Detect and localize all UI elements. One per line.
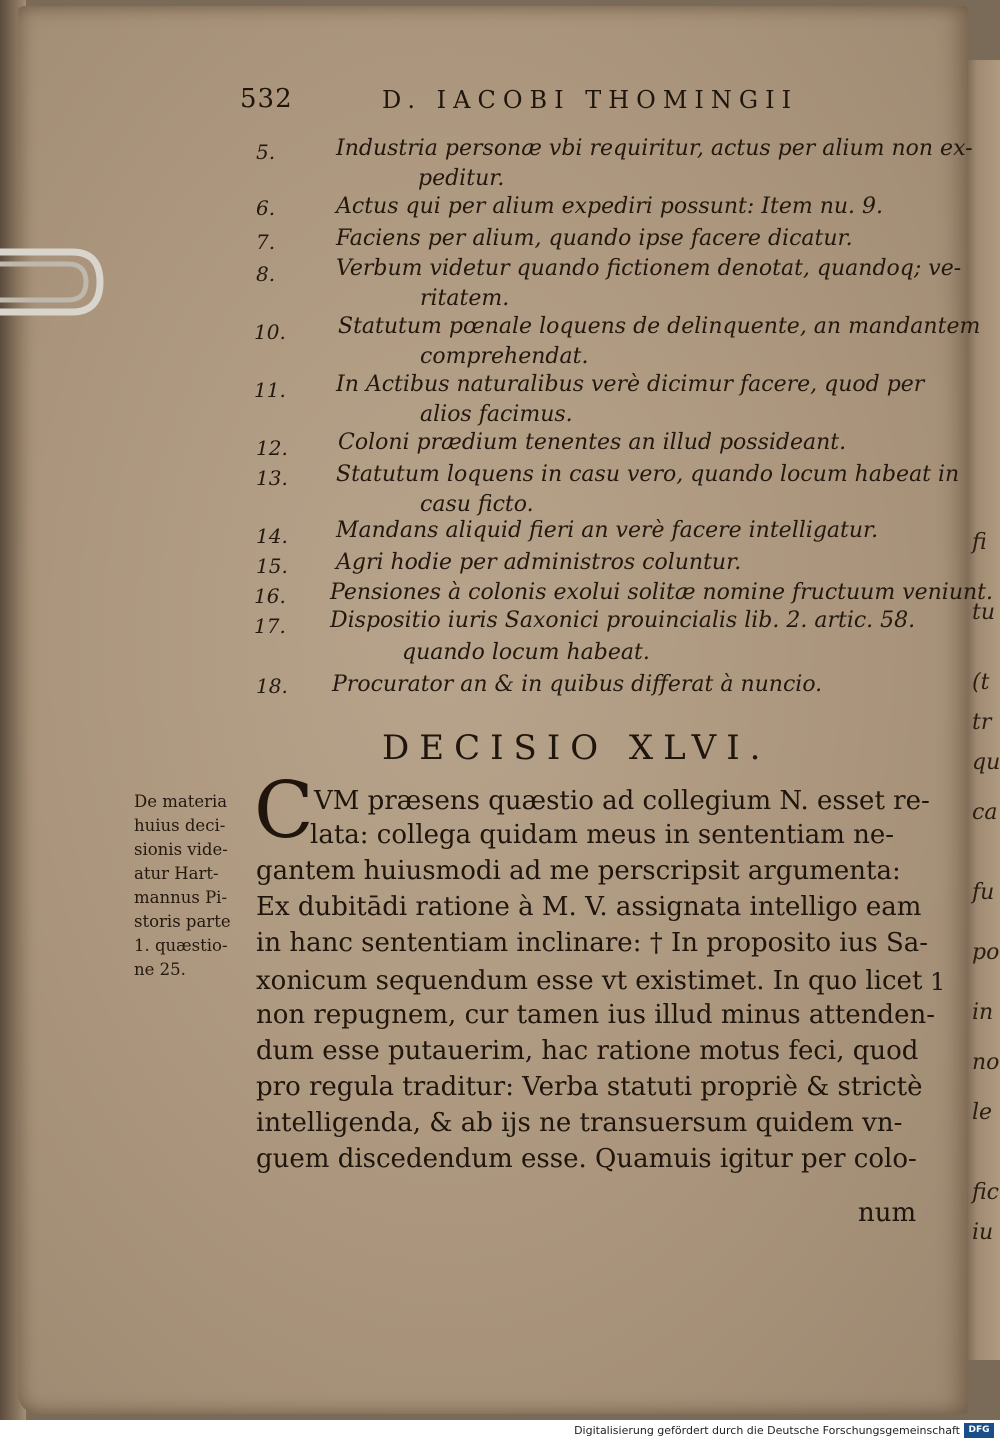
- summary-number: 10.: [254, 320, 286, 344]
- facing-page-fragment: le: [972, 1100, 993, 1125]
- summary-number: 12.: [256, 436, 288, 460]
- body-line: dum esse putauerim, hac ratione motus feci, quod: [256, 1036, 919, 1066]
- paperclip-icon: [0, 240, 110, 330]
- body-line: VM præsens quæstio ad collegium N. esset re-: [314, 786, 930, 816]
- facing-page-fragment: iu: [972, 1220, 994, 1245]
- summary-number: 8.: [256, 262, 276, 286]
- page-header: [240, 84, 840, 118]
- drop-cap: C: [254, 766, 314, 856]
- body-line: Ex dubitādi ratione à M. V. assignata intelligo eam: [256, 892, 922, 922]
- dfg-logo: DFG: [964, 1423, 994, 1438]
- summary-number: 16.: [254, 584, 286, 608]
- body-line: lata: collega quidam meus in sententiam ne-: [310, 820, 895, 850]
- body-line: intelligenda, & ab ijs ne transuersum quidem vn-: [256, 1108, 903, 1138]
- margin-note-line: storis parte: [134, 912, 231, 931]
- facing-page-fragment: ca: [972, 800, 998, 825]
- body-line: xonicum sequendum esse vt existimet. In quo licet: [256, 966, 923, 996]
- summary-line: Coloni prædium tenentes an illud possideant.: [338, 430, 847, 455]
- summary-line: Mandans aliquid fieri an verè facere intelligatur.: [336, 518, 879, 543]
- summary-number: 11.: [254, 378, 286, 402]
- summary-line: quando locum habeat.: [402, 640, 650, 665]
- summary-number: 6.: [256, 196, 276, 220]
- summary-number: 14.: [256, 524, 288, 548]
- summary-line: Faciens per alium, quando ipse facere dicatur.: [336, 226, 853, 251]
- summary-number: 13.: [256, 466, 288, 490]
- running-head: D. IACOBI THOMINGII: [382, 86, 799, 114]
- summary-line: Procurator an & in quibus differat à nuncio.: [332, 672, 823, 697]
- summary-line: comprehendat.: [420, 344, 589, 369]
- summary-line: peditur.: [418, 166, 505, 191]
- facing-page-fragment: tu: [972, 600, 996, 625]
- summary-line: Verbum videtur quando fictionem denotat, quandoq; ve-: [336, 256, 962, 281]
- summary-number: 15.: [256, 554, 288, 578]
- footer-credit: Digitalisierung gefördert durch die Deutsche Forschungsgemeinschaft: [574, 1424, 960, 1437]
- summary-line: Actus qui per alium expediri possunt: Item nu. 9.: [336, 194, 884, 219]
- summary-number: 7.: [256, 230, 276, 254]
- margin-note-line: atur Hart-: [134, 864, 219, 883]
- margin-note-line: De materia: [134, 792, 228, 811]
- footer-bar: [0, 1420, 1000, 1442]
- summary-line: Pensiones à colonis exolui solitæ nomine fructuum veniunt.: [330, 580, 994, 605]
- body-line: in hanc sententiam inclinare: † In proposito ius Sa-: [256, 928, 929, 958]
- summary-line: In Actibus naturalibus verè dicimur facere, quod per: [336, 372, 925, 397]
- body-line: non repugnem, cur tamen ius illud minus attenden-: [256, 1000, 935, 1030]
- summary-line: ritatem.: [420, 286, 510, 311]
- body-line: pro regula traditur: Verba statuti propriè & strictè: [256, 1072, 923, 1102]
- page-number: 532: [240, 84, 293, 114]
- facing-page-fragment: qu: [972, 750, 1000, 775]
- summary-line: Statutum loquens in casu vero, quando locum habeat in: [336, 462, 960, 487]
- facing-page-fragment: po: [972, 940, 1000, 965]
- decisio-title: DECISIO XLVI.: [382, 728, 771, 768]
- summary-number: 5.: [256, 140, 276, 164]
- facing-page-fragment: in: [972, 1000, 994, 1025]
- facing-page-fragment: tr: [972, 710, 992, 735]
- body-line: num: [858, 1198, 917, 1228]
- summary-line: Dispositio iuris Saxonici prouincialis lib. 2. artic. 58.: [330, 608, 916, 633]
- facing-page-fragment: fi: [972, 530, 987, 555]
- body-line: gantem huiusmodi ad me perscripsit argumenta:: [256, 856, 901, 886]
- summary-line: alios facimus.: [420, 402, 573, 427]
- summary-line: casu ficto.: [420, 492, 534, 517]
- facing-page-fragment: (t: [972, 670, 990, 695]
- margin-note-line: sionis vide-: [134, 840, 228, 859]
- facing-page-fragment: no: [972, 1050, 1000, 1075]
- body-line: guem discedendum esse. Quamuis igitur per colo-: [256, 1144, 917, 1174]
- summary-number: 18.: [256, 674, 288, 698]
- margin-note-line: huius deci-: [134, 816, 226, 835]
- summary-line: Industria personæ vbi requiritur, actus per alium non ex-: [336, 136, 973, 161]
- margin-note-line: mannus Pi-: [134, 888, 228, 907]
- margin-note: [134, 790, 254, 982]
- summary-number: 17.: [254, 614, 286, 638]
- margin-note-line: ne 25.: [134, 960, 186, 979]
- summary-line: Statutum pœnale loquens de delinquente, an mandantem: [338, 314, 981, 339]
- margin-note-line: 1. quæstio-: [134, 936, 228, 955]
- facing-page-fragment: fu: [972, 880, 995, 905]
- facing-page-fragment: fic: [972, 1180, 999, 1205]
- summary-line: Agri hodie per administros coluntur.: [336, 550, 742, 575]
- marginal-numeral: 1: [930, 968, 946, 996]
